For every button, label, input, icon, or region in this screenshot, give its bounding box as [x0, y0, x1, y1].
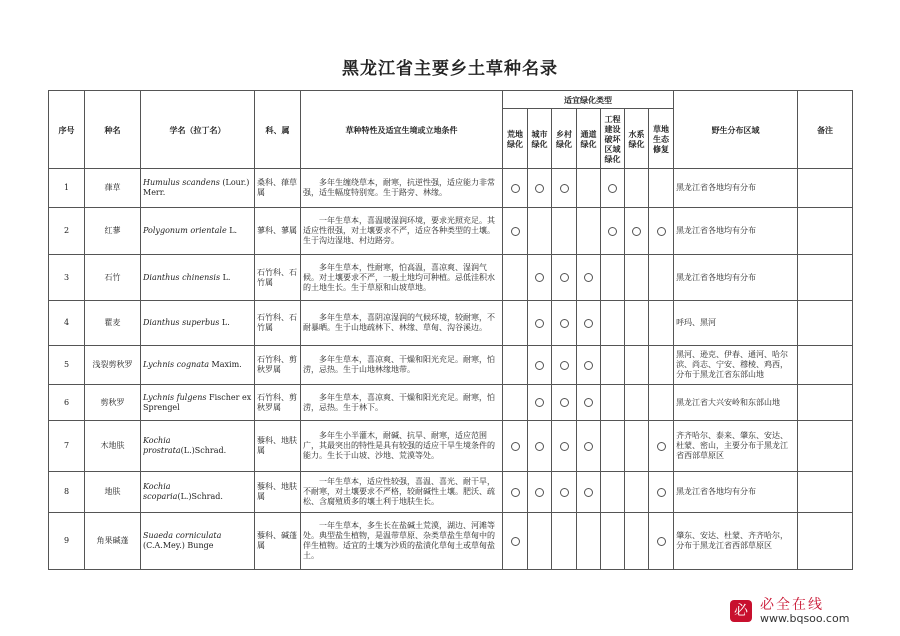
cell-distribution: 黑龙江省各地均有分布: [674, 255, 798, 301]
latin-genus-species: Lychnis cognata: [143, 360, 210, 369]
cell-greening-mark: [503, 255, 528, 301]
cell-no: 9: [49, 513, 85, 570]
cell-family: 桑科、葎草属: [255, 169, 301, 208]
cell-family: 石竹科、石竹属: [255, 255, 301, 301]
circle-mark-icon: [584, 319, 593, 328]
cell-latin: [141, 385, 255, 421]
header-remark: 备注: [798, 91, 853, 169]
cell-greening-mark: [601, 255, 625, 301]
latin-genus-species: Suaeda corniculata: [143, 531, 222, 540]
cell-greening-mark: [552, 169, 577, 208]
cell-greening-mark: [528, 255, 552, 301]
cell-greening-mark: [601, 472, 625, 513]
cell-species: 地肤: [85, 472, 141, 513]
latin-authority: (Lour.) Merr.: [143, 178, 250, 197]
cell-greening-mark: [601, 208, 625, 255]
circle-mark-icon: [535, 273, 544, 282]
cell-greening-mark: [649, 169, 674, 208]
cell-greening-mark: [649, 421, 674, 472]
cell-greening-mark: [649, 255, 674, 301]
cell-greening-mark: [625, 346, 649, 385]
latin-authority: Fischer ex Sprengel: [143, 392, 252, 412]
cell-traits: 多年生小半灌木，耐碱、抗旱、耐寒，适应范围广，其最突出的特性是具有较强的适应干旱生境条件的能力。生长于山坡、沙地、荒漠等处。: [301, 421, 503, 472]
cell-distribution: 黑河、逊克、伊春、通河、哈尔滨、尚志、宁安、穆棱、鸡西，分布于黑龙江省东部山地: [674, 346, 798, 385]
cell-greening-mark: [649, 346, 674, 385]
circle-mark-icon: [657, 442, 666, 451]
table-row: [49, 208, 853, 255]
cell-traits: 多年生草本，喜阴凉湿润的气候环境，较耐寒，不耐暴晒。生于山地疏林下、林缘、草甸、沟谷溪边。: [301, 301, 503, 346]
cell-no: 3: [49, 255, 85, 301]
cell-greening-mark: [552, 346, 577, 385]
circle-mark-icon: [560, 273, 569, 282]
header-greening-type: 荒地绿化: [503, 109, 528, 169]
cell-greening-mark: [577, 513, 601, 570]
circle-mark-icon: [584, 361, 593, 370]
cell-greening-mark: [649, 513, 674, 570]
cell-greening-mark: [528, 208, 552, 255]
circle-mark-icon: [535, 442, 544, 451]
cell-remark: [798, 385, 853, 421]
site-logo-icon: 必: [730, 600, 752, 622]
latin-authority: L.: [220, 272, 231, 282]
latin-authority: (L.)Schrad.: [180, 446, 227, 455]
circle-mark-icon: [535, 184, 544, 193]
circle-mark-icon: [511, 537, 520, 546]
table-row: [49, 346, 853, 385]
cell-greening-mark: [577, 421, 601, 472]
latin-genus-species: Polygonum orientale: [143, 226, 227, 235]
cell-greening-mark: [577, 208, 601, 255]
cell-family: 石竹科、剪秋罗属: [255, 346, 301, 385]
cell-greening-mark: [528, 385, 552, 421]
cell-latin: [141, 513, 255, 570]
cell-family: 石竹科、石竹属: [255, 301, 301, 346]
cell-greening-mark: [649, 208, 674, 255]
header-greening-type: 乡村绿化: [552, 109, 577, 169]
circle-mark-icon: [511, 488, 520, 497]
circle-mark-icon: [657, 537, 666, 546]
circle-mark-icon: [560, 488, 569, 497]
cell-greening-mark: [601, 421, 625, 472]
header-greening-group: 适宜绿化类型: [503, 91, 674, 109]
cell-traits: 多年生缠绕草本，耐寒，抗逆性强，适应能力非常强，适生幅度特别宽。生于路旁、林缘。: [301, 169, 503, 208]
cell-greening-mark: [552, 513, 577, 570]
cell-greening-mark: [649, 472, 674, 513]
cell-remark: [798, 169, 853, 208]
cell-no: 5: [49, 346, 85, 385]
circle-mark-icon: [584, 442, 593, 451]
cell-species: 浅裂剪秋罗: [85, 346, 141, 385]
cell-no: 1: [49, 169, 85, 208]
header-no: 序号: [49, 91, 85, 169]
cell-greening-mark: [577, 301, 601, 346]
cell-remark: [798, 208, 853, 255]
circle-mark-icon: [584, 273, 593, 282]
cell-greening-mark: [503, 346, 528, 385]
latin-authority: Maxim.: [209, 360, 242, 369]
cell-greening-mark: [577, 472, 601, 513]
circle-mark-icon: [560, 361, 569, 370]
cell-remark: [798, 346, 853, 385]
latin-genus-species: Kochia prostrata: [143, 436, 181, 455]
watermark: [730, 598, 890, 628]
cell-greening-mark: [552, 208, 577, 255]
latin-genus-species: Dianthus superbus: [143, 318, 220, 327]
cell-latin: [141, 255, 255, 301]
header-family: 科、属: [255, 91, 301, 169]
circle-mark-icon: [632, 227, 641, 236]
cell-traits: 一年生草本，喜温暖湿润环境，要求光照充足。其适应性很强，对土壤要求不严，适应各种类型的土壤。生于沟边湿地、村边路旁。: [301, 208, 503, 255]
cell-family: 藜科、地肤属: [255, 421, 301, 472]
cell-greening-mark: [649, 301, 674, 346]
cell-greening-mark: [625, 208, 649, 255]
cell-greening-mark: [577, 385, 601, 421]
circle-mark-icon: [535, 398, 544, 407]
cell-greening-mark: [503, 385, 528, 421]
cell-distribution: 呼玛、黑河: [674, 301, 798, 346]
header-traits: 草种特性及适宜生境或立地条件: [301, 91, 503, 169]
cell-greening-mark: [625, 385, 649, 421]
cell-greening-mark: [552, 301, 577, 346]
cell-greening-mark: [503, 301, 528, 346]
circle-mark-icon: [584, 488, 593, 497]
cell-latin: [141, 421, 255, 472]
latin-authority: L.: [226, 226, 238, 235]
cell-greening-mark: [552, 385, 577, 421]
cell-remark: [798, 472, 853, 513]
cell-traits: 一年生草本，多生长在盐碱土荒漠，湖边、河滩等处。典型盐生植物，是温带草原、杂类草盐生草甸中的伴生植物。适宜的土壤为沙质的盐渍化草甸土或草甸盐土。: [301, 513, 503, 570]
table-row: [49, 169, 853, 208]
cell-distribution: 黑龙江省各地均有分布: [674, 169, 798, 208]
cell-greening-mark: [503, 169, 528, 208]
cell-family: 藜科、碱蓬属: [255, 513, 301, 570]
cell-greening-mark: [601, 385, 625, 421]
latin-authority: (C.A.Mey.) Bunge: [143, 541, 214, 550]
circle-mark-icon: [511, 442, 520, 451]
cell-distribution: 黑龙江省各地均有分布: [674, 208, 798, 255]
cell-greening-mark: [601, 513, 625, 570]
cell-greening-mark: [625, 421, 649, 472]
cell-species: 瞿麦: [85, 301, 141, 346]
circle-mark-icon: [535, 488, 544, 497]
table-row: [49, 472, 853, 513]
cell-greening-mark: [528, 472, 552, 513]
cell-latin: [141, 169, 255, 208]
cell-greening-mark: [649, 385, 674, 421]
table-row: [49, 513, 853, 570]
cell-traits: 多年生草本，性耐寒，怕高温，喜凉爽、湿润气候。对土壤要求不严，一般土地均可种植。忌低洼积水的土地生长。生于草原和山坡草地。: [301, 255, 503, 301]
circle-mark-icon: [657, 227, 666, 236]
latin-authority: (L.)Schrad.: [177, 492, 223, 501]
circle-mark-icon: [584, 398, 593, 407]
cell-greening-mark: [625, 472, 649, 513]
cell-species: 角果碱蓬: [85, 513, 141, 570]
cell-latin: [141, 346, 255, 385]
site-url: www.bqsoo.com: [760, 612, 850, 625]
circle-mark-icon: [608, 227, 617, 236]
latin-authority: L.: [219, 318, 230, 327]
cell-species: 红蓼: [85, 208, 141, 255]
cell-greening-mark: [528, 169, 552, 208]
cell-greening-mark: [503, 208, 528, 255]
cell-greening-mark: [552, 472, 577, 513]
table-row: [49, 421, 853, 472]
circle-mark-icon: [560, 442, 569, 451]
cell-latin: [141, 301, 255, 346]
cell-family: 蓼科、蓼属: [255, 208, 301, 255]
cell-no: 4: [49, 301, 85, 346]
cell-traits: 多年生草本，喜凉爽、干燥和阳光充足。耐寒，怕涝，忌热。生于山地林缘地带。: [301, 346, 503, 385]
circle-mark-icon: [535, 319, 544, 328]
cell-remark: [798, 301, 853, 346]
cell-greening-mark: [552, 255, 577, 301]
cell-greening-mark: [625, 169, 649, 208]
cell-species: 石竹: [85, 255, 141, 301]
cell-greening-mark: [625, 255, 649, 301]
header-greening-type: 草地生态修复: [649, 109, 674, 169]
header-greening-type: 水系绿化: [625, 109, 649, 169]
cell-distribution: 齐齐哈尔、泰来、肇东、安达、杜蒙、密山，主要分布于黑龙江省西部草原区: [674, 421, 798, 472]
latin-genus-species: Humulus scandens: [143, 178, 220, 187]
cell-distribution: 黑龙江省大兴安岭和东部山地: [674, 385, 798, 421]
cell-latin: [141, 208, 255, 255]
header-species: 种名: [85, 91, 141, 169]
cell-greening-mark: [503, 513, 528, 570]
circle-mark-icon: [535, 361, 544, 370]
header-greening-type: 通道绿化: [577, 109, 601, 169]
circle-mark-icon: [511, 184, 520, 193]
cell-no: 2: [49, 208, 85, 255]
cell-species: 剪秋罗: [85, 385, 141, 421]
site-name: 必全在线: [760, 597, 824, 613]
cell-family: 藜科、地肤属: [255, 472, 301, 513]
cell-species: 木地肤: [85, 421, 141, 472]
cell-greening-mark: [528, 421, 552, 472]
cell-remark: [798, 255, 853, 301]
cell-greening-mark: [528, 346, 552, 385]
cell-species: 葎草: [85, 169, 141, 208]
circle-mark-icon: [657, 488, 666, 497]
cell-greening-mark: [503, 421, 528, 472]
latin-genus-species: Kochia scoparia: [143, 482, 178, 501]
header-latin: 学名（拉丁名）: [141, 91, 255, 169]
cell-traits: 一年生草本，适应性较强，喜温、喜光、耐干旱，不耐寒，对土壤要求不严格，较耐碱性土壤。肥沃、疏松、含腐殖质多的壤土利于地肤生长。: [301, 472, 503, 513]
circle-mark-icon: [560, 184, 569, 193]
species-table: [48, 90, 853, 570]
cell-distribution: 黑龙江省各地均有分布: [674, 472, 798, 513]
cell-greening-mark: [601, 346, 625, 385]
cell-remark: [798, 421, 853, 472]
header-greening-type: 工程建设破坏区域绿化: [601, 109, 625, 169]
latin-genus-species: Dianthus chinensis: [143, 272, 221, 282]
table-row: [49, 301, 853, 346]
circle-mark-icon: [560, 319, 569, 328]
table-row: [49, 255, 853, 301]
cell-greening-mark: [577, 255, 601, 301]
cell-no: 7: [49, 421, 85, 472]
cell-traits: 多年生草本，喜凉爽、干燥和阳光充足。耐寒，怕涝，忌热。生于林下。: [301, 385, 503, 421]
cell-greening-mark: [528, 301, 552, 346]
header-greening-type: 城市绿化: [528, 109, 552, 169]
cell-greening-mark: [503, 472, 528, 513]
cell-greening-mark: [577, 346, 601, 385]
cell-no: 8: [49, 472, 85, 513]
circle-mark-icon: [608, 184, 617, 193]
cell-greening-mark: [625, 513, 649, 570]
cell-distribution: 肇东、安达、杜蒙、齐齐哈尔，分布于黑龙江省西部草原区: [674, 513, 798, 570]
cell-greening-mark: [601, 169, 625, 208]
circle-mark-icon: [560, 398, 569, 407]
cell-greening-mark: [625, 301, 649, 346]
header-distribution: 野生分布区域: [674, 91, 798, 169]
cell-no: 6: [49, 385, 85, 421]
cell-greening-mark: [552, 421, 577, 472]
cell-greening-mark: [601, 301, 625, 346]
cell-family: 石竹科、剪秋罗属: [255, 385, 301, 421]
circle-mark-icon: [511, 227, 520, 236]
latin-genus-species: Lychnis fulgens: [143, 392, 207, 402]
cell-greening-mark: [577, 169, 601, 208]
page-title: 黑龙江省主要乡土草种名录: [342, 59, 558, 79]
cell-latin: [141, 472, 255, 513]
table-row: [49, 385, 853, 421]
cell-remark: [798, 513, 853, 570]
cell-greening-mark: [528, 513, 552, 570]
